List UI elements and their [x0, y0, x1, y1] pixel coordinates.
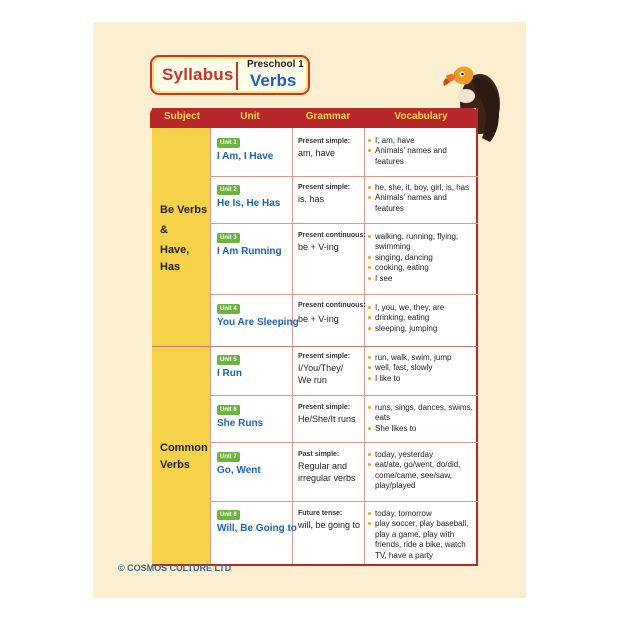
list-item: Animals' names and features — [368, 146, 476, 167]
subject-be-verbs — [160, 202, 207, 276]
grammar-text: be + V-ing — [298, 242, 339, 252]
vocab-list — [368, 353, 476, 384]
unit-badge: Unit 5 — [217, 355, 240, 365]
unit-badge: Unit 8 — [217, 510, 240, 520]
list-item: drinking, eating — [368, 313, 476, 323]
grammar-label: Present simple: — [298, 138, 351, 145]
page-title: Syllabus — [162, 65, 234, 84]
list-item: he, she, it, boy, girl, is, has — [368, 183, 476, 193]
grammar-text: be + V-ing — [298, 314, 339, 324]
title-divider — [236, 62, 238, 90]
subject-common-verbs — [160, 440, 208, 474]
unit-badge: Unit 3 — [217, 233, 240, 243]
list-item: well, fast, slowly — [368, 363, 476, 373]
grammar-text: I/You/They/ We run — [298, 363, 344, 385]
row-divider — [210, 294, 478, 295]
unit-badge: Unit 6 — [217, 405, 240, 415]
subject-line: & — [160, 224, 168, 237]
subject-line: Common — [160, 442, 208, 454]
list-item: Animals' names and features — [368, 193, 476, 214]
row-divider — [210, 395, 478, 396]
column-header-grammar: Grammar — [305, 111, 351, 122]
unit-badge: Unit 1 — [217, 138, 240, 148]
list-item: I, am, have — [368, 136, 476, 146]
grammar-label: Future tense: — [298, 510, 343, 517]
vocab-list — [368, 232, 476, 284]
subject-line: Verbs — [160, 459, 190, 472]
list-item: I, you, we, they, are — [368, 303, 476, 313]
row-divider — [210, 176, 478, 177]
list-item: today, tomorrow — [368, 509, 476, 519]
list-item: today, yesterday — [368, 450, 476, 460]
unit-badge: Unit 4 — [217, 304, 240, 314]
table-header — [150, 108, 478, 128]
level-label: Preschool 1 — [247, 59, 304, 70]
column-header-vocabulary: Vocabulary — [394, 111, 448, 122]
list-item: runs, sings, dances, swims, eats — [368, 403, 476, 424]
grammar-label: Present simple: — [298, 353, 351, 360]
subject-line: Has — [160, 261, 181, 274]
grammar-label: Past simple: — [298, 451, 340, 458]
list-item: cooking, eating — [368, 263, 476, 273]
column-header-subject: Subject — [163, 111, 201, 122]
vocab-list — [368, 303, 476, 334]
column-header-unit: Unit — [240, 111, 260, 122]
unit-name: You Are Sleeping — [217, 317, 299, 328]
unit-badge: Unit 2 — [217, 185, 240, 195]
list-item: walking, running, flying, swimming — [368, 232, 476, 253]
list-item: She likes to — [368, 424, 476, 434]
title-box — [150, 55, 310, 95]
grammar-text: He/She/It runs — [298, 414, 356, 424]
vocab-list — [368, 183, 476, 214]
unit-name: I Am Running — [217, 246, 282, 257]
vocab-list — [368, 403, 476, 434]
unit-name: He Is, He Has — [217, 198, 281, 209]
list-item: run, walk, swim, jump — [368, 353, 476, 363]
grammar-label: Present continuous: — [298, 302, 366, 309]
grammar-text: Regular and irregular verbs — [298, 461, 356, 483]
copyright-text: © COSMOS CULTURE LTD — [118, 563, 232, 573]
unit-name: Go, Went — [217, 465, 261, 476]
list-item: eat/ate, go/went, do/did, come/came, see/saw, play/played — [368, 460, 476, 491]
grammar-label: Present simple: — [298, 184, 351, 191]
unit-name: I Am, I Have — [217, 151, 274, 162]
row-divider — [210, 223, 478, 224]
unit-name: I Run — [217, 368, 242, 379]
grammar-label: Present continuous: — [298, 232, 366, 239]
list-item: sleeping, jumping — [368, 324, 476, 334]
list-item: singing, dancing — [368, 253, 476, 263]
subject-line: Have, — [160, 244, 190, 257]
topic-title: Verbs — [250, 71, 297, 90]
unit-name: Will, Be Going to — [217, 523, 297, 534]
row-divider — [210, 442, 478, 443]
grammar-text: will, be going to — [298, 520, 361, 530]
vocab-list — [368, 450, 476, 492]
grammar-text: am, have — [298, 148, 336, 158]
list-item: I see — [368, 274, 476, 284]
unit-badge: Unit 7 — [217, 452, 240, 462]
list-item: I like to — [368, 374, 476, 384]
unit-name: She Runs — [217, 418, 264, 429]
vocab-list — [368, 509, 476, 561]
grammar-label: Present simple: — [298, 404, 351, 411]
row-divider — [210, 501, 478, 502]
list-item: play soccer, play baseball, play a game, play with friends, ride a bike, watch TV, have a party — [368, 519, 476, 561]
grammar-text: is, has — [298, 194, 325, 204]
subject-line: Be Verbs — [160, 204, 208, 216]
subject-divider — [152, 346, 478, 347]
vocab-list — [368, 136, 476, 167]
